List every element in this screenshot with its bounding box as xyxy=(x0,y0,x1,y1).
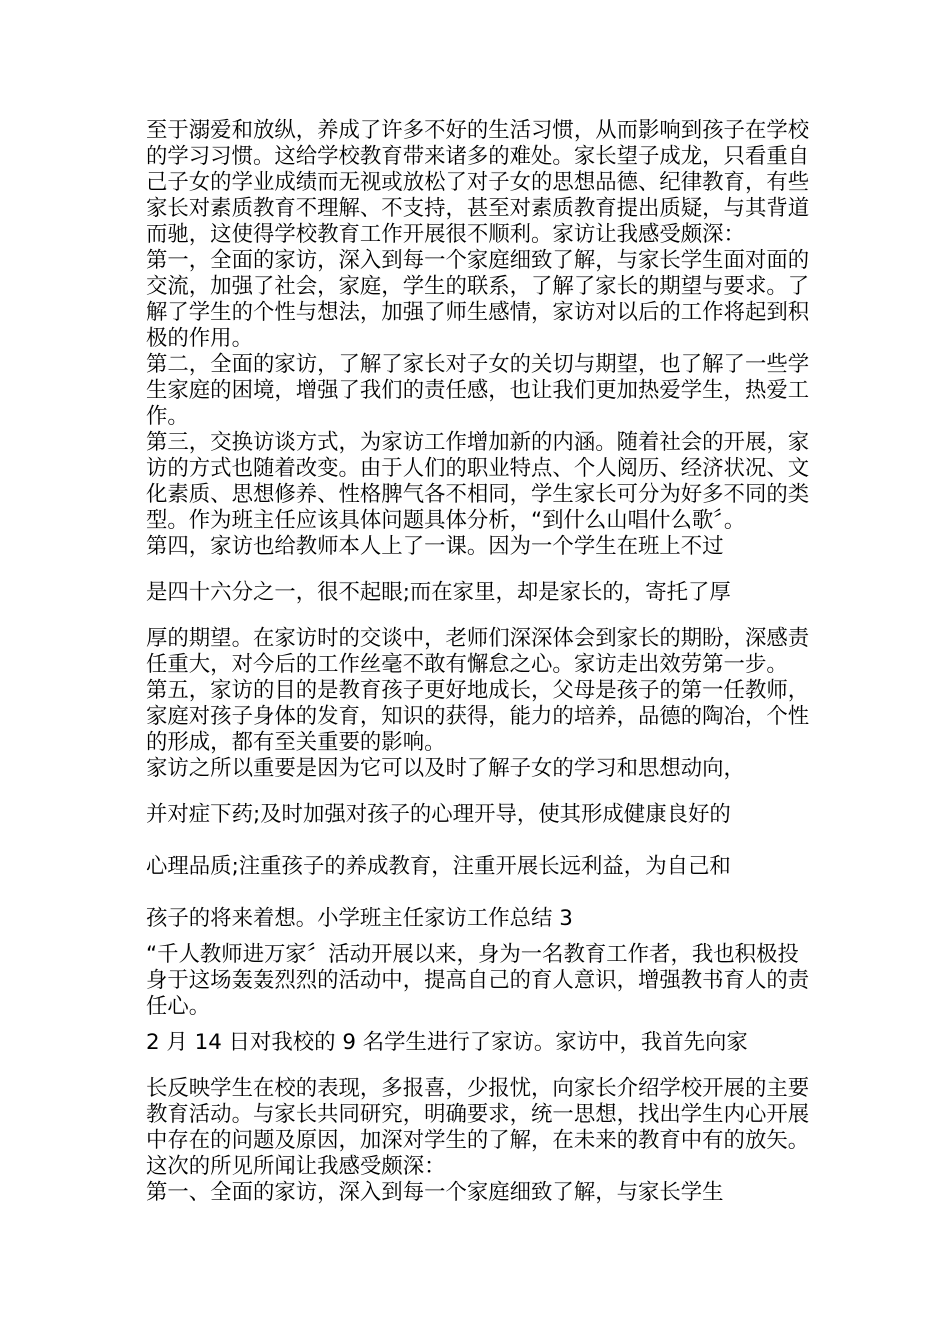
paragraph-11: 心理品质;注重孩子的养成教育，注重开展长远利益，为自己和 xyxy=(146,854,731,879)
paragraph-4: 第三，交换访谈方式，为家访工作增加新的内涵。随着社会的开展，家访的方式也随着改变。由于人们的职业特点、个人阅历、经济状况、文化素质、思想修养、性格脾气各不相同，学生家长可分为好多不同的类型。作为班主任应该具体问题具体分析，“到什么山唱什么歌〞。 xyxy=(146,430,810,533)
paragraph-6: 是四十六分之一，很不起眼;而在家里，却是家长的，寄托了厚 xyxy=(146,580,731,605)
paragraph-15: 长反映学生在校的表现，多报喜，少报忧，向家长介绍学校开展的主要教育活动。与家长共同研究，明确要求，统一思想，找出学生内心开展中存在的问题及原因，加深对学生的了解，在未来的教育中有的放矢。这次的所见所闻让我感受颇深： xyxy=(146,1076,810,1179)
paragraph-9: 家访之所以重要是因为它可以及时了解子女的学习和思想动向， xyxy=(146,756,745,781)
paragraph-13: “千人教师进万家〞活动开展以来，身为一名教育工作者，我也积极投身于这场轰轰烈烈的活动中，提高自己的育人意识，增强教书育人的责任心。 xyxy=(146,942,810,1019)
paragraph-12: 孩子的将来着想。小学班主任家访工作总结 3 xyxy=(146,906,573,931)
paragraph-3: 第二，全面的家访，了解了家长对子女的关切与期望，也了解了一些学生家庭的困境，增强了我们的责任感，也让我们更加热爱学生，热爱工作。 xyxy=(146,352,810,429)
paragraph-2: 第一，全面的家访，深入到每一个家庭细致了解，与家长学生面对面的交流，加强了社会，家庭，学生的联系，了解了家长的期望与要求。了解了学生的个性与想法，加强了师生感情，家访对以后的工作将起到积极的作用。 xyxy=(146,248,810,351)
paragraph-5: 第四，家访也给教师本人上了一课。因为一个学生在班上不过 xyxy=(146,534,724,559)
paragraph-10: 并对症下药;及时加强对孩子的心理开导，使其形成健康良好的 xyxy=(146,802,731,827)
paragraph-8: 第五，家访的目的是教育孩子更好地成长，父母是孩子的第一任教师，家庭对孩子身体的发育，知识的获得，能力的培养，品德的陶冶，个性的形成，都有至关重要的影响。 xyxy=(146,678,810,755)
paragraph-1: 至于溺爱和放纵，养成了许多不好的生活习惯，从而影响到孩子在学校的学习习惯。这给学校教育带来诸多的难处。家长望子成龙，只看重自己子女的学业成绩而无视或放松了对子女的思想品德、纪律教育，有些家长对素质教育不理解、不支持，甚至对素质教育提出质疑，与其背道而驰，这使得学校教育工作开展很不顺利。家访让我感受颇深： xyxy=(146,118,810,247)
paragraph-16: 第一、全面的家访，深入到每一个家庭细致了解，与家长学生 xyxy=(146,1180,724,1205)
paragraph-14: 2 月 14 日对我校的 9 名学生进行了家访。家访中，我首先向家 xyxy=(146,1030,748,1055)
paragraph-7: 厚的期望。在家访时的交谈中，老师们深深体会到家长的期盼，深感责任重大，对今后的工作丝毫不敢有懈怠之心。家访走出效劳第一步。 xyxy=(146,626,810,677)
document-body xyxy=(146,118,810,1206)
